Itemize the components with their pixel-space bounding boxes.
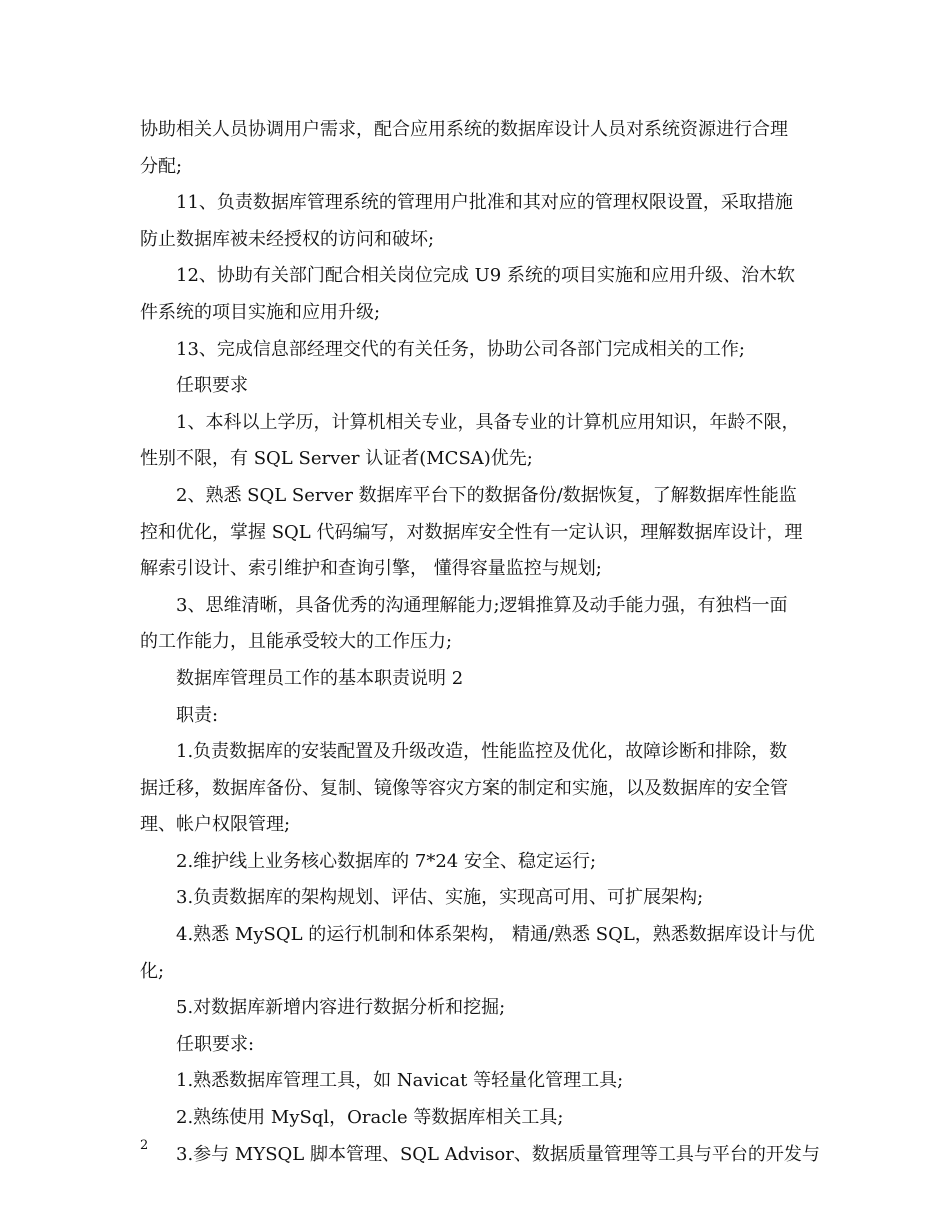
text-line: 理、帐户权限管理; (140, 814, 291, 836)
text-line: 12、协助有关部门配合相关岗位完成 U9 系统的项目实施和应用升级、治木软 (176, 265, 795, 287)
text-line: 化; (140, 960, 165, 982)
text-line: 件系统的项目实施和应用升级; (140, 301, 381, 323)
section-title: 数据库管理员工作的基本职责说明 2 (176, 667, 464, 689)
text-line: 解索引设计、索引维护和查询引擎， 懂得容量监控与规划; (140, 558, 602, 580)
text-line: 据迁移，数据库备份、复制、镜像等容灾方案的制定和实施，以及数据库的安全管 (140, 777, 788, 799)
section-heading: 任职要求: (176, 1033, 255, 1055)
text-line: 控和优化，掌握 SQL 代码编写，对数据库安全性有一定认识，理解数据库设计，理 (140, 521, 803, 543)
text-line: 性别不限，有 SQL Server 认证者(MCSA)优先; (140, 448, 533, 470)
text-line: 协助相关人员协调用户需求，配合应用系统的数据库设计人员对系统资源进行合理 (140, 119, 788, 140)
text-line: 11、负责数据库管理系统的管理用户批准和其对应的管理权限设置，采取措施 (176, 192, 793, 214)
text-line: 3、思维清晰，具备优秀的沟通理解能力;逻辑推算及动手能力强，有独档一面 (176, 594, 788, 616)
section-heading: 任职要求 (176, 375, 248, 397)
text-line: 3.负责数据库的架构规划、评估、实施，实现高可用、可扩展架构; (176, 887, 704, 909)
text-line: 的工作能力，且能承受较大的工作压力; (140, 631, 453, 653)
section-heading: 职责: (176, 704, 219, 726)
text-line: 5.对数据库新增内容进行数据分析和挖掘; (176, 997, 506, 1019)
text-line: 2、熟悉 SQL Server 数据库平台下的数据备份/数据恢复，了解数据库性能监 (176, 484, 797, 506)
text-line: 1.负责数据库的安装配置及升级改造，性能监控及优化，故障诊断和排除，数 (176, 741, 788, 763)
text-line: 4.熟悉 MySQL 的运行机制和体系架构， 精通/熟悉 SQL，熟悉数据库设计与优 (176, 924, 815, 946)
text-line: 2.熟练使用 MySql，Oracle 等数据库相关工具; (176, 1107, 564, 1129)
page-number: 2 (140, 1138, 149, 1153)
text-line: 13、完成信息部经理交代的有关任务，协助公司各部门完成相关的工作; (176, 338, 745, 360)
text-line: 1.熟悉数据库管理工具，如 Navicat 等轻量化管理工具; (176, 1070, 624, 1092)
text-line: 2.维护线上业务核心数据库的 7*24 安全、稳定运行; (176, 850, 597, 872)
text-line: 1、本科以上学历，计算机相关专业，具备专业的计算机应用知识，年龄不限， (176, 411, 800, 433)
text-line: 防止数据库被未经授权的访问和破坏; (140, 228, 435, 250)
document-body (140, 112, 820, 1173)
text-line: 3.参与 MYSQL 脚本管理、SQL Advisor、数据质量管理等工具与平台的开发与 (176, 1143, 820, 1165)
text-line: 分配; (140, 155, 183, 177)
